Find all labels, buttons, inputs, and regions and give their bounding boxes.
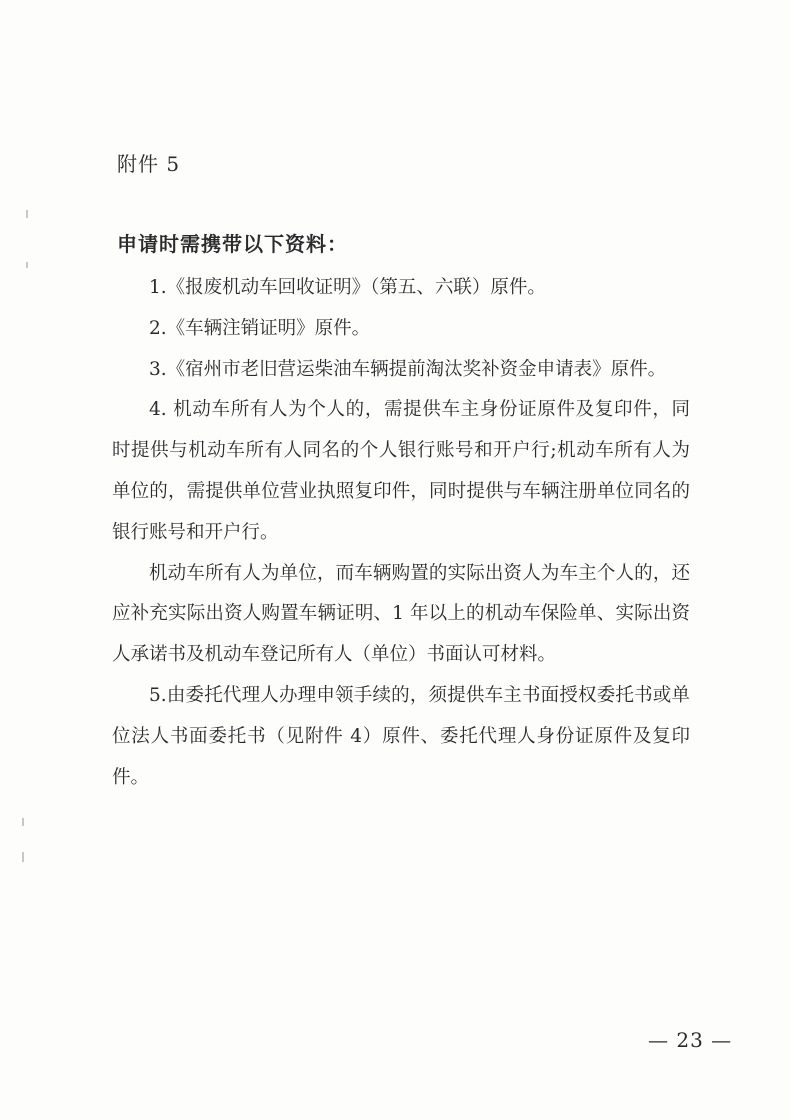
paragraph-item-4-continued: 机动车所有人为单位，而车辆购置的实际出资人为车主个人的，还应补充实际出资人购置车辆证明、1 年以上的机动车保险单、实际出资人承诺书及机动车登记所有人（单位）书面认可材料。 (112, 562, 690, 666)
paragraph-item-5: 5.由委托代理人办理申领手续的，须提供车主书面授权委托书或单位法人书面委托书（见附件 4）原件、委托代理人身份证原件及复印件。 (112, 684, 690, 788)
scan-mark (22, 852, 24, 862)
paragraph-item-4: 4. 机动车所有人为个人的，需提供车主身份证原件及复印件，同时提供与机动车所有人同名的个人银行账号和开户行;机动车所有人为单位的，需提供单位营业执照复印件，同时提供与车辆注册单位同名的银行账号和开户行。 (112, 399, 690, 543)
scan-mark (22, 818, 24, 826)
paragraph-item-2: 2.《车辆注销证明》原件。 (149, 317, 371, 339)
page-number: — 23 — (648, 1028, 733, 1052)
document-heading: 申请时需携带以下资料： (117, 232, 348, 256)
scan-mark (26, 262, 28, 268)
paragraph-item-1: 1.《报废机动车回收证明》（第五、六联）原件。 (149, 277, 546, 298)
paragraph-item-3: 3.《宿州市老旧营运柴油车辆提前淘汰奖补资金申请表》原件。 (149, 358, 667, 380)
scan-mark (26, 210, 28, 218)
document-body (112, 268, 690, 798)
attachment-label: 附件 5 (117, 152, 181, 176)
